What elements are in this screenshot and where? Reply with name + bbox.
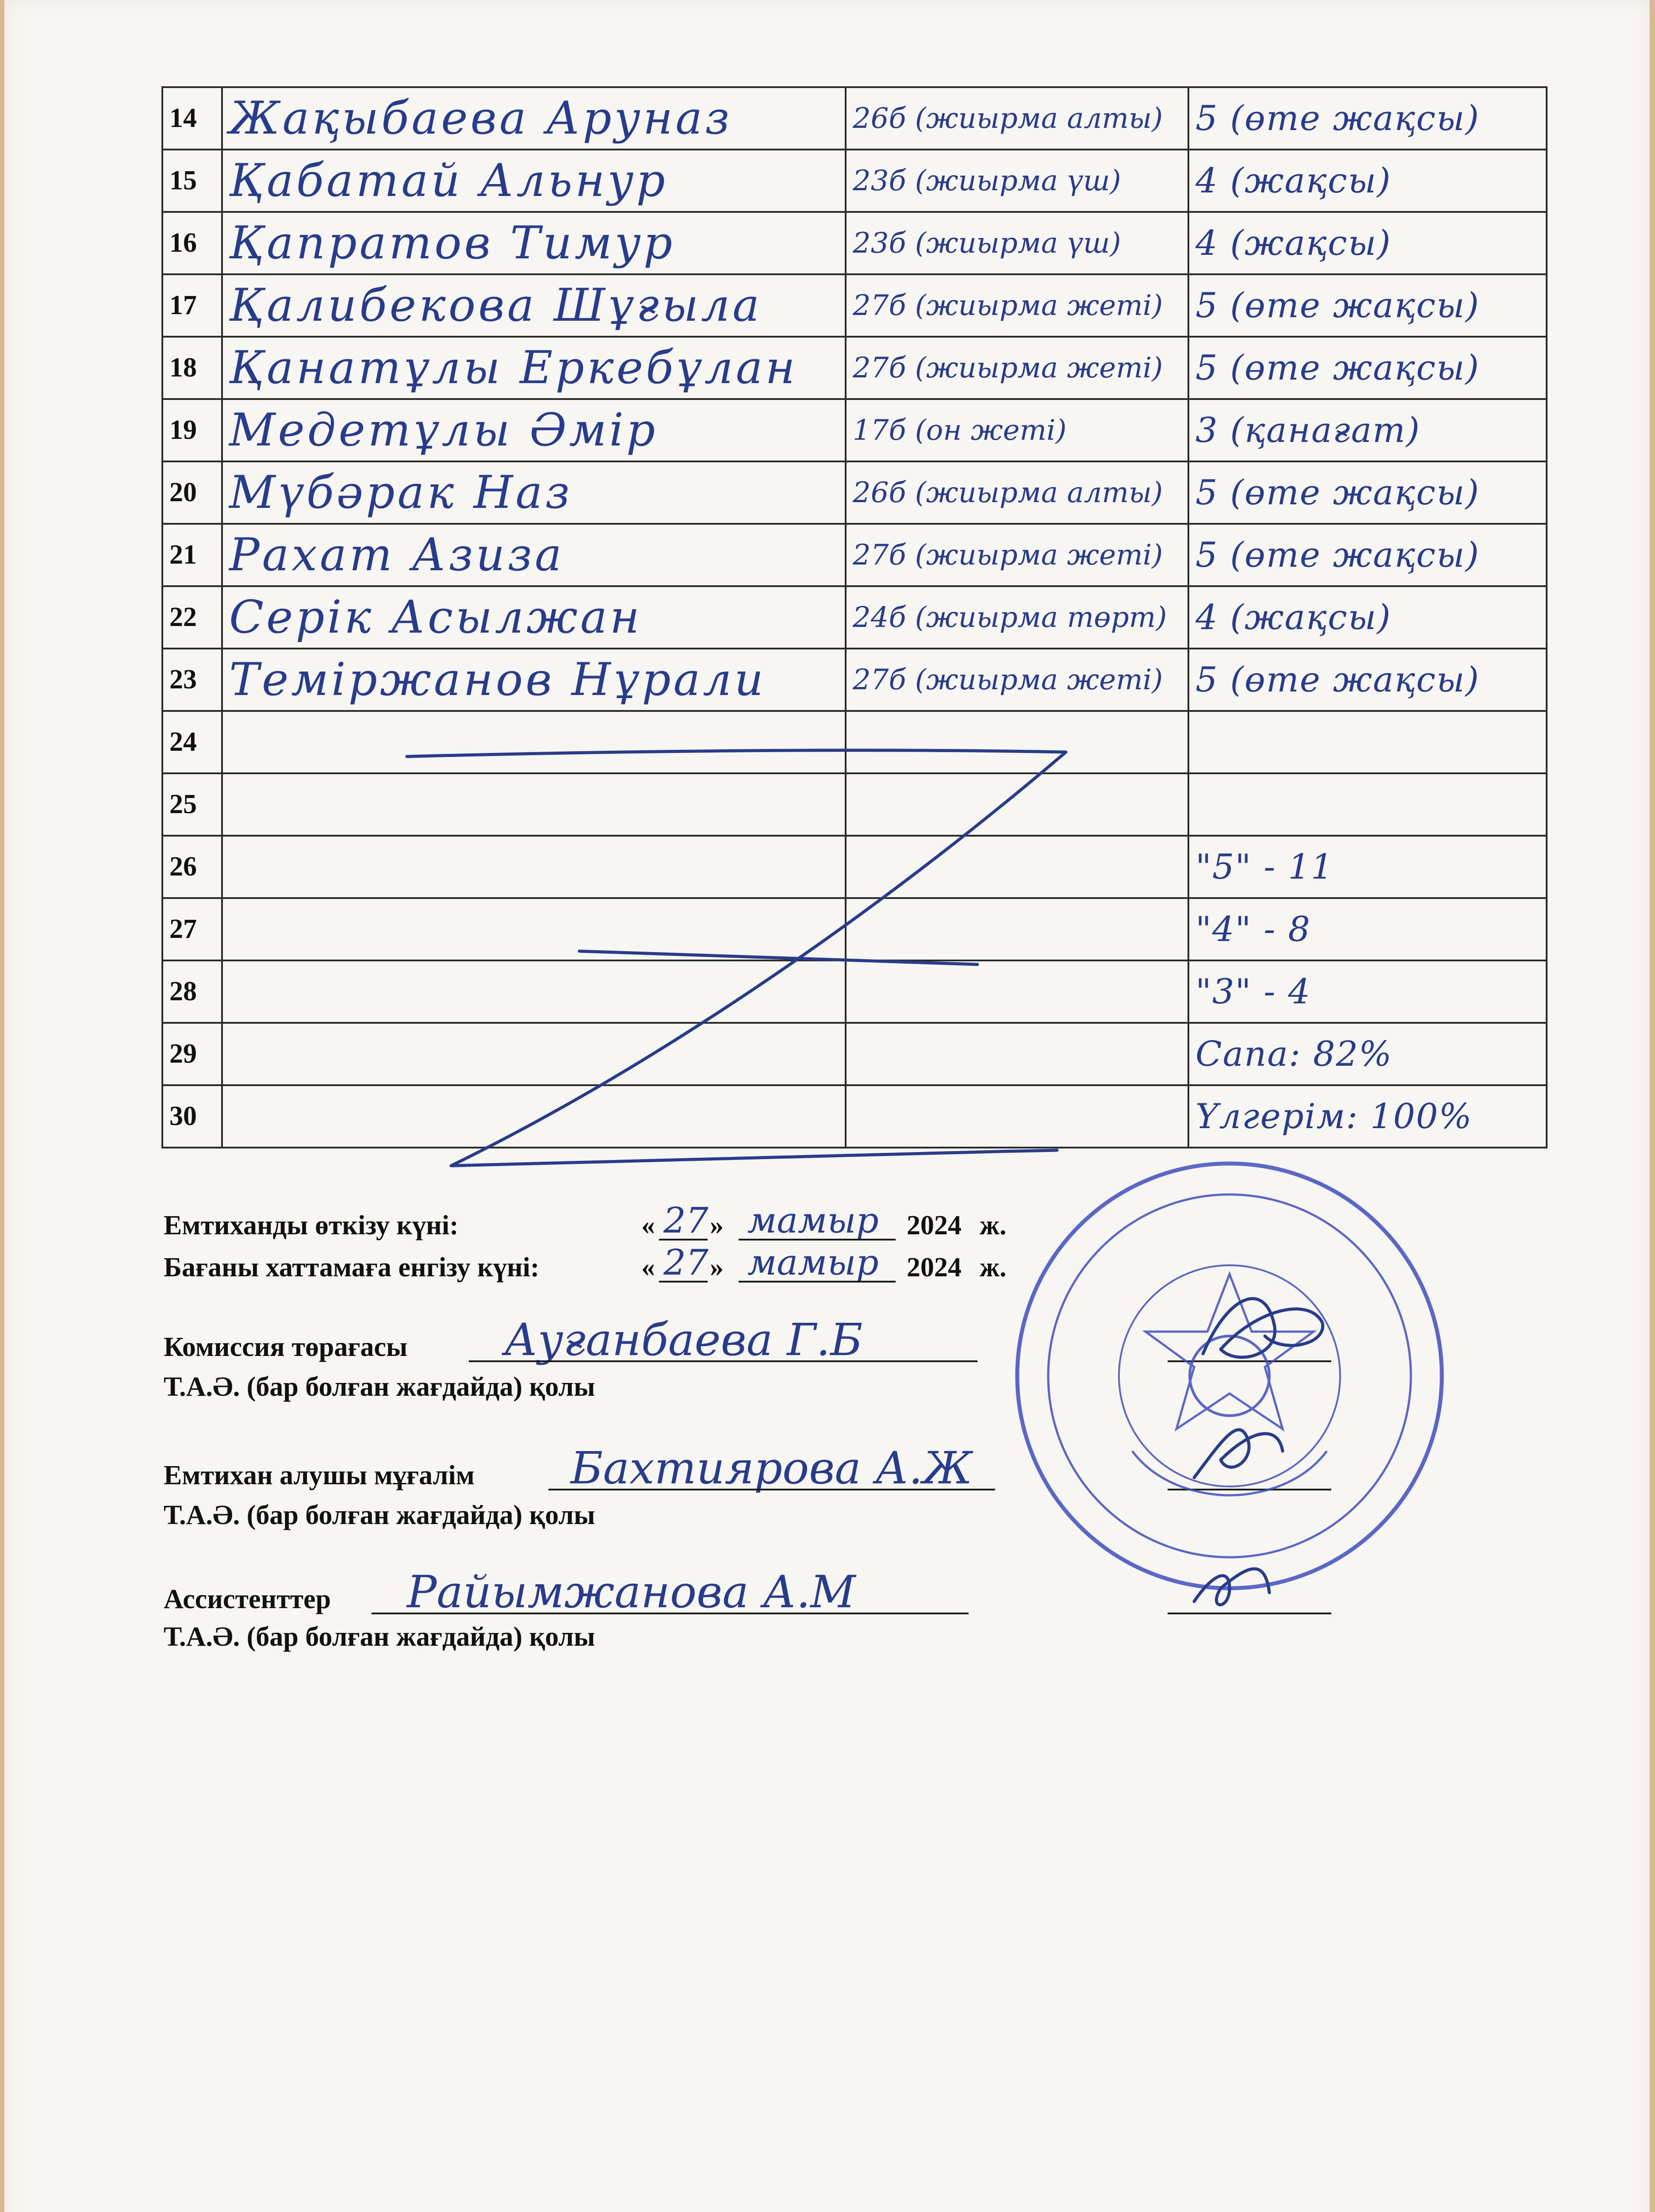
grade-cell	[1188, 711, 1547, 773]
score-cell	[846, 960, 1188, 1023]
score-cell	[846, 399, 1188, 461]
student-name-cell	[222, 711, 846, 773]
grade: 4 (жақсы)	[1195, 161, 1391, 201]
row-number-cell: 30	[162, 1085, 222, 1148]
grade-cell	[1188, 461, 1547, 524]
chair-caption: Т.А.Ә. (бар болған жағдайда) қолы	[164, 1372, 595, 1402]
student-name: Қанатұлы Еркебұлан	[229, 342, 798, 394]
table-row	[162, 711, 1547, 773]
examiner-name: Бахтиярова А.Ж	[571, 1442, 973, 1494]
exam-date-year: 2024	[907, 1210, 962, 1240]
exam-date-label: Емтиханды өткізу күні:	[164, 1210, 459, 1240]
grade: "3" - 4	[1195, 972, 1311, 1012]
row-number-cell: 29	[162, 1023, 222, 1085]
protocol-date-open-quote: «	[641, 1252, 655, 1283]
assistants-caption: Т.А.Ә. (бар болған жағдайда) қолы	[164, 1622, 595, 1652]
row-number-cell: 16	[162, 212, 222, 274]
score: 27б (жиырма жеті)	[853, 663, 1163, 696]
grades-table	[161, 86, 1548, 1148]
score-cell	[846, 773, 1188, 836]
row-number-cell: 20	[162, 461, 222, 524]
protocol-date-suffix: ж.	[980, 1252, 1007, 1283]
assistants-role: Ассистенттер	[164, 1584, 331, 1614]
grade: Сапа: 82%	[1195, 1034, 1393, 1074]
row-number-cell: 22	[162, 586, 222, 649]
row-number-cell: 19	[162, 399, 222, 461]
chair-name: Ауғанбаева Г.Б	[504, 1314, 863, 1366]
exam-date-open-quote: «	[641, 1210, 655, 1240]
grade-cell	[1188, 274, 1547, 337]
grade-cell	[1188, 212, 1547, 274]
row-number-cell: 14	[162, 87, 222, 150]
grade-cell	[1188, 960, 1547, 1023]
exam-date-day: 27	[663, 1200, 709, 1241]
student-name-cell	[222, 1085, 846, 1148]
exam-date-close-quote: »	[710, 1210, 724, 1240]
table-row	[162, 150, 1547, 212]
grade: 4 (жақсы)	[1195, 597, 1391, 637]
grade: "4" - 8	[1195, 909, 1311, 949]
student-name: Медетұлы Әмір	[229, 404, 658, 457]
examiner-caption: Т.А.Ә. (бар болған жағдайда) қолы	[164, 1500, 595, 1530]
table-row	[162, 836, 1547, 898]
grade-cell	[1188, 150, 1547, 212]
grade-cell	[1188, 524, 1547, 586]
grade-cell	[1188, 586, 1547, 649]
score: 26б (жиырма алты)	[853, 102, 1163, 135]
chair-role: Комиссия төрағасы	[164, 1332, 408, 1362]
row-number-cell: 21	[162, 524, 222, 586]
score: 23б (жиырма үш)	[853, 227, 1121, 260]
student-name-cell	[222, 461, 846, 524]
grade: 5 (өте жақсы)	[1195, 98, 1480, 138]
score: 24б (жиырма төрт)	[853, 601, 1167, 634]
score: 23б (жиырма үш)	[853, 164, 1121, 197]
score: 26б (жиырма алты)	[853, 476, 1163, 509]
score-cell	[846, 898, 1188, 960]
student-name: Теміржанов Нұрали	[229, 653, 766, 706]
table-row	[162, 898, 1547, 960]
grade: 4 (жақсы)	[1195, 223, 1391, 263]
grade: 5 (өте жақсы)	[1195, 348, 1480, 388]
student-name-cell	[222, 399, 846, 461]
grade: 5 (өте жақсы)	[1195, 472, 1480, 513]
row-number-cell: 15	[162, 150, 222, 212]
grade-cell	[1188, 399, 1547, 461]
table-row	[162, 649, 1547, 711]
grade-cell	[1188, 836, 1547, 898]
row-number-cell: 24	[162, 711, 222, 773]
row-number-cell: 28	[162, 960, 222, 1023]
score-cell	[846, 337, 1188, 399]
examiner-role: Емтихан алушы мұғалім	[164, 1460, 475, 1490]
row-number-cell: 26	[162, 836, 222, 898]
score-cell	[846, 1085, 1188, 1148]
score-cell	[846, 87, 1188, 150]
table-row	[162, 524, 1547, 586]
table-row	[162, 337, 1547, 399]
score-cell	[846, 524, 1188, 586]
student-name-cell	[222, 524, 846, 586]
score-cell	[846, 461, 1188, 524]
student-name: Мүбәрак Наз	[229, 466, 573, 519]
protocol-date-year: 2024	[907, 1252, 962, 1283]
row-number-cell: 17	[162, 274, 222, 337]
table-row	[162, 1023, 1547, 1085]
table-row	[162, 1085, 1547, 1148]
student-name-cell	[222, 150, 846, 212]
protocol-date-month: мамыр	[747, 1242, 879, 1283]
grade-cell	[1188, 773, 1547, 836]
exam-date-month: мамыр	[747, 1200, 879, 1241]
table-row	[162, 212, 1547, 274]
row-number-cell: 27	[162, 898, 222, 960]
score: 17б (он жеті)	[853, 414, 1067, 447]
protocol-date-close-quote: »	[710, 1252, 724, 1283]
student-name-cell	[222, 649, 846, 711]
table-row	[162, 399, 1547, 461]
student-name-cell	[222, 898, 846, 960]
exam-date-suffix: ж.	[980, 1210, 1007, 1240]
score-cell	[846, 274, 1188, 337]
grade-cell	[1188, 87, 1547, 150]
grade: 5 (өте жақсы)	[1195, 285, 1480, 326]
grade-cell	[1188, 898, 1547, 960]
protocol-date-day: 27	[663, 1242, 709, 1283]
grade: 5 (өте жақсы)	[1195, 660, 1480, 700]
student-name-cell	[222, 212, 846, 274]
score-cell	[846, 649, 1188, 711]
student-name-cell	[222, 586, 846, 649]
score-cell	[846, 586, 1188, 649]
score-cell	[846, 711, 1188, 773]
table-row	[162, 461, 1547, 524]
grade: 5 (өте жақсы)	[1195, 535, 1480, 575]
grade: "5" - 11	[1195, 847, 1334, 887]
student-name: Қалибекова Шұғыла	[229, 279, 762, 332]
table-row	[162, 960, 1547, 1023]
student-name-cell	[222, 960, 846, 1023]
student-name-cell	[222, 836, 846, 898]
student-name: Қабатай Альнур	[229, 154, 668, 207]
table-row	[162, 586, 1547, 649]
score: 27б (жиырма жеті)	[853, 538, 1163, 572]
student-name-cell	[222, 274, 846, 337]
row-number-cell: 18	[162, 337, 222, 399]
grade: Үлгерім: 100%	[1195, 1096, 1473, 1137]
student-name: Рахат Азиза	[229, 529, 564, 581]
score-cell	[846, 836, 1188, 898]
student-name-cell	[222, 773, 846, 836]
grade-cell	[1188, 649, 1547, 711]
grade-cell	[1188, 1023, 1547, 1085]
grade-cell	[1188, 337, 1547, 399]
student-name-cell	[222, 1023, 846, 1085]
score-cell	[846, 1023, 1188, 1085]
score: 27б (жиырма жеті)	[853, 351, 1163, 384]
student-name: Жақыбаева Аруназ	[229, 92, 732, 145]
assistants-name: Райымжанова А.М	[407, 1566, 856, 1618]
score-cell	[846, 150, 1188, 212]
score: 27б (жиырма жеті)	[853, 289, 1163, 322]
student-name-cell	[222, 337, 846, 399]
grade: 3 (қанағат)	[1195, 410, 1421, 450]
row-number-cell: 23	[162, 649, 222, 711]
student-name: Қапратов Тимур	[229, 217, 675, 269]
student-name: Серік Асылжан	[229, 591, 642, 644]
row-number-cell: 25	[162, 773, 222, 836]
table-row	[162, 274, 1547, 337]
grade-cell	[1188, 1085, 1547, 1148]
table-row	[162, 773, 1547, 836]
table-row	[162, 87, 1547, 150]
score-cell	[846, 212, 1188, 274]
protocol-date-label: Бағаны хаттамаға енгізу күні:	[164, 1252, 540, 1283]
student-name-cell	[222, 87, 846, 150]
